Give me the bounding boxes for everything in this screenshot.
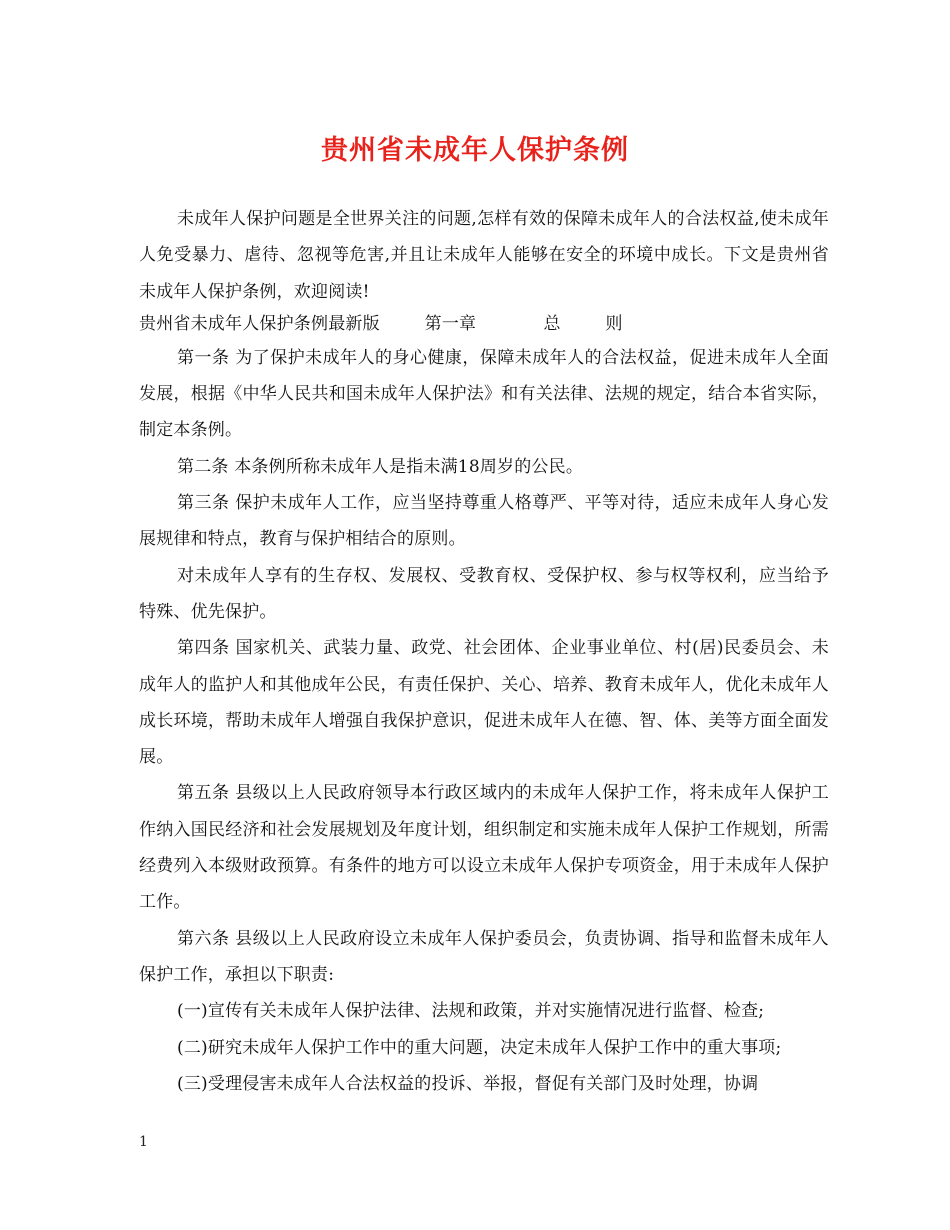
intro-paragraph: 未成年人保护问题是全世界关注的问题,怎样有效的保障未成年人的合法权益,使未成年人免受暴力、虐待、忽视等危害,并且让未成年人能够在安全的环境中成长。下文是贵州省未成年人保护条例，欢迎阅读! [139, 209, 829, 302]
chapter-heading-line: 贵州省未成年人保护条例最新版 第一章 总 则 [139, 313, 623, 334]
document-body [139, 201, 829, 1102]
page-number: 1 [139, 1134, 148, 1150]
article-1-paragraph: 第一条 为了保护未成年人的身心健康，保障未成年人的合法权益，促进未成年人全面发展，根据《中华人民共和国未成年人保护法》和有关法律、法规的规定，结合本省实际，制定本条例。 [139, 347, 829, 441]
article-3-paragraph: 第三条 保护未成年人工作，应当坚持尊重人格尊严、平等对待，适应未成年人身心发展规律和特点，教育与保护相结合的原则。 [139, 493, 829, 550]
article-5-paragraph: 第五条 县级以上人民政府领导本行政区域内的未成年人保护工作，将未成年人保护工作纳入国民经济和社会发展规划及年度计划，组织制定和实施未成年人保护工作规划，所需经费列入本级财政预算。有条件的地方可以设立未成年人保护专项资金，用于未成年人保护工作。 [139, 783, 829, 913]
article-2-paragraph: 第二条 本条例所称未成年人是指未满18周岁的公民。 [177, 456, 584, 477]
article-4-paragraph: 第四条 国家机关、武装力量、政党、社会团体、企业事业单位、村(居)民委员会、未成年人的监护人和其他成年公民，有责任保护、关心、培养、教育未成年人，优化未成年人成长环境，帮助未成年人增强自我保护意识，促进未成年人在德、智、体、美等方面全面发展。 [139, 638, 829, 768]
article-6-item-2: (二)研究未成年人保护工作中的重大问题，决定未成年人保护工作中的重大事项; [177, 1037, 782, 1058]
article-3-continuation-paragraph: 对未成年人享有的生存权、发展权、受教育权、受保护权、参与权等权利，应当给予特殊、优先保护。 [139, 565, 829, 622]
article-6-paragraph: 第六条 县级以上人民政府设立未成年人保护委员会，负责协调、指导和监督未成年人保护工作，承担以下职责: [139, 928, 829, 985]
document-title: 贵州省未成年人保护条例 [321, 135, 629, 166]
article-6-item-1: (一)宣传有关未成年人保护法律、法规和政策，并对实施情况进行监督、检查; [177, 1001, 765, 1022]
article-6-item-3: (三)受理侵害未成年人合法权益的投诉、举报，督促有关部门及时处理，协调 [177, 1073, 759, 1094]
